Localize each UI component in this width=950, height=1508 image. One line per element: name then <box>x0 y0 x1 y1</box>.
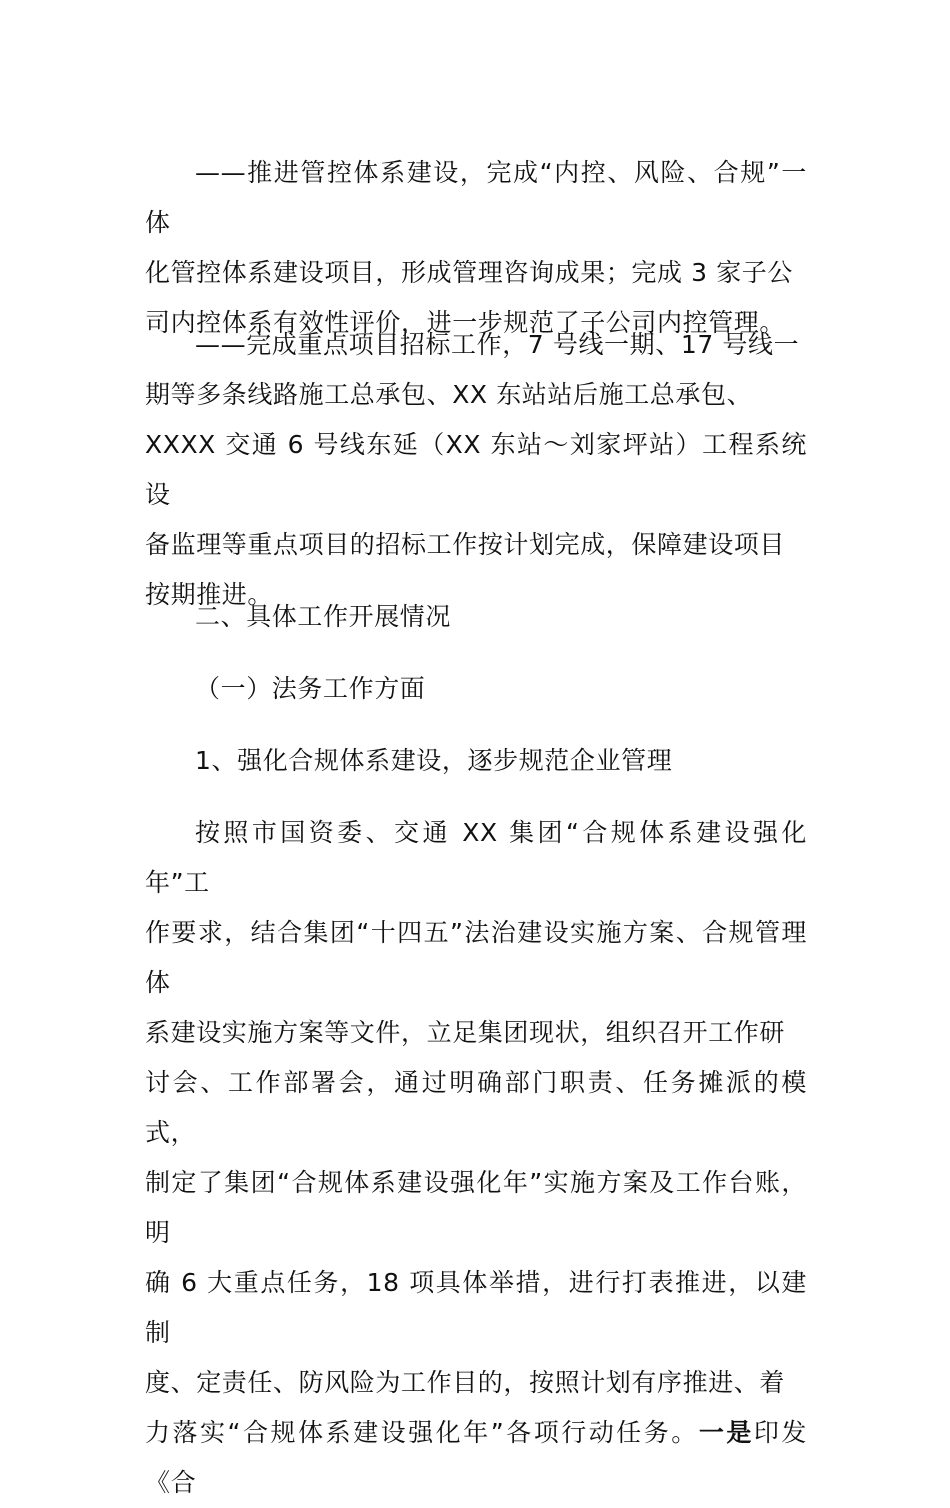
item-heading-compliance: 1、强化合规体系建设，逐步规范企业管理 <box>195 746 673 775</box>
paragraph-compliance-details <box>145 808 807 1508</box>
section-heading-work-status: 二、具体工作开展情况 <box>195 602 452 631</box>
compliance-tail-text: 印发《合 <box>145 1418 807 1497</box>
paragraph-bidding-work: ——完成重点项目招标工作，7 号线一期、17 号线一 期等多条线路施工总承包、XX 东站站后施工总承包、 XXXX 交通 6 号线东延（XX 东站～刘家坪站）工程系统设 备监理等重点项目的招标工作按计划完成，保障建设项目 按期推进。 <box>145 330 807 609</box>
subsection-heading-legal-work: （一）法务工作方面 <box>195 674 426 703</box>
compliance-main-text: 按照市国资委、交通 XX 集团“合规体系建设强化年”工 作要求，结合集团“十四五”法治建设实施方案、合规管理体 系建设实施方案等文件，立足集团现状，组织召开工作研 讨会、工作部署会，通过明确部门职责、任务摊派的模式， 制定了集团“合规体系建设强化年”实施方案及工作台账，明 确 6 大重点任务，18 项具体举措，进行打表推进，以建制 度、定责任、防风险为工作目的，按照计划有序推进、着 力落实“合规体系建设强化年”各项行动任务。 <box>145 818 807 1447</box>
paragraph-control-system: ——推进管控体系建设，完成“内控、风险、合规”一体 化管控体系建设项目，形成管理咨询成果；完成 3 家子公 司内控体系有效性评价，进一步规范了子公司内控管理。 <box>145 158 807 337</box>
bold-marker-first: 一是 <box>698 1418 754 1447</box>
